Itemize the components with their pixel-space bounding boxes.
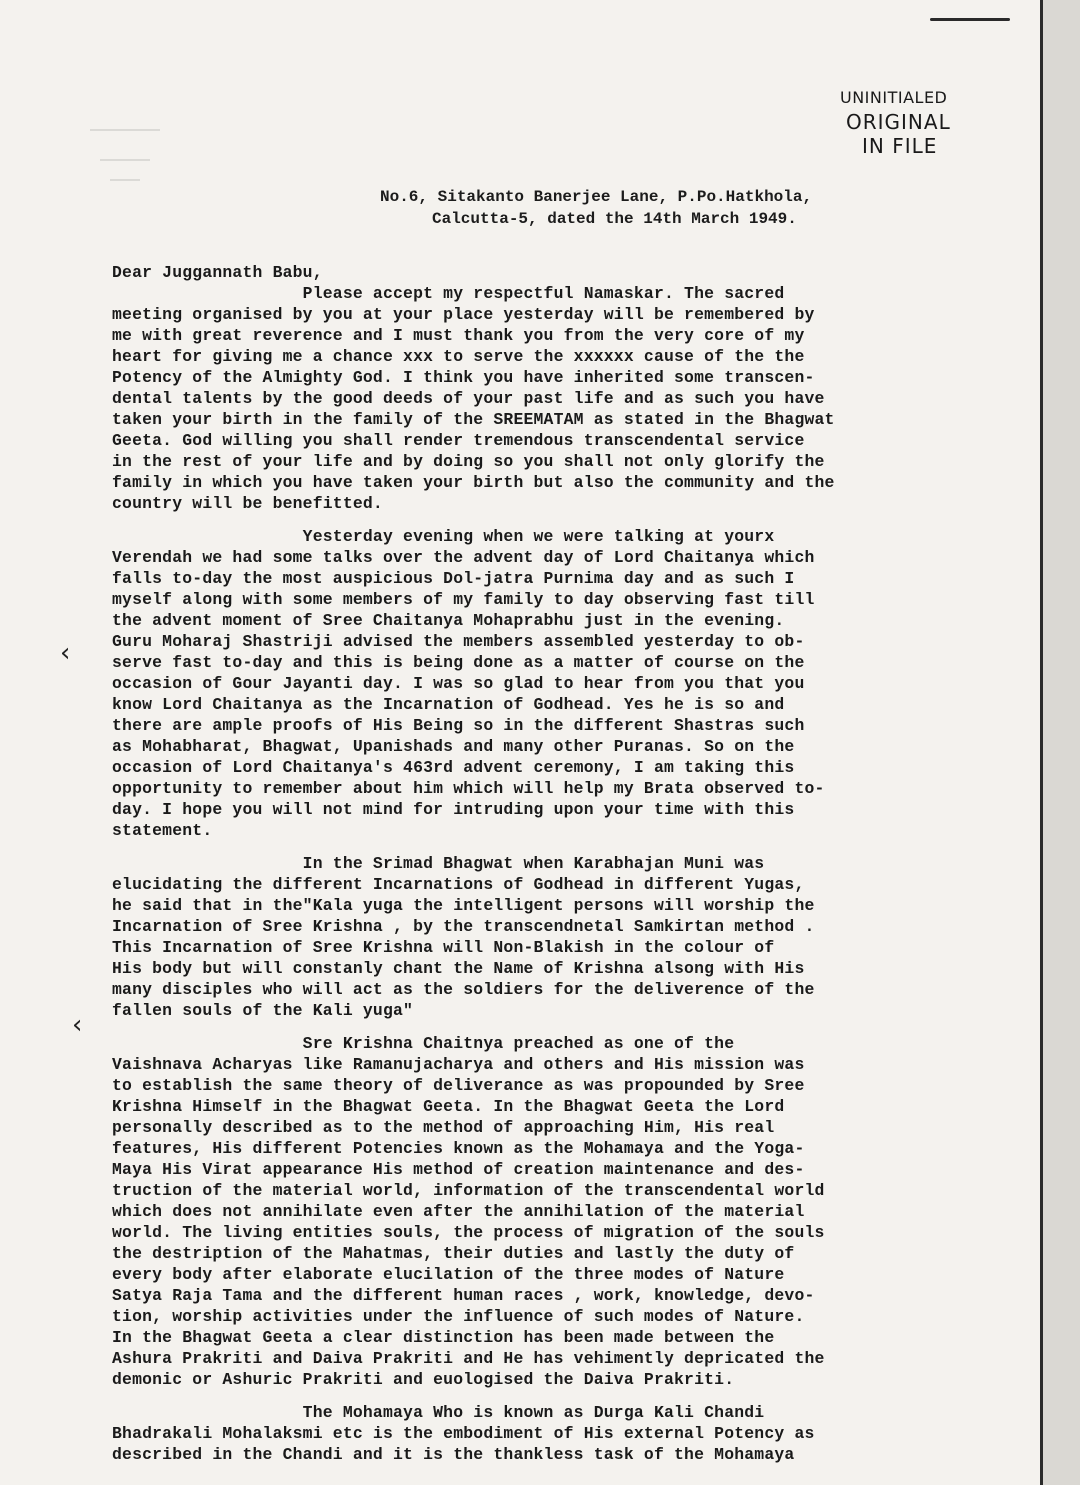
address-line-1: No.6, Sitakanto Banerjee Lane, P.Po.Hatkhola, [380,188,813,206]
letter-line: which does not annihilate even after the annihilation of the material [112,1202,805,1221]
letter-line: he said that in the"Kala yuga the intelligent persons will worship the [112,896,815,915]
letter-line: know Lord Chaitanya as the Incarnation of Godhead. Yes he is so and [112,695,785,714]
letter-body [112,262,1002,1465]
letter-line: features, His different Potencies known as the Mohamaya and the Yoga- [112,1139,805,1158]
salutation: Dear Juggannath Babu, [112,263,323,282]
margin-mark-left: ‹ [60,638,71,668]
scanner-edge [1040,0,1080,1485]
letter-line: elucidating the different Incarnations of Godhead in different Yugas, [112,875,805,894]
letter-line: myself along with some members of my family to day observing fast till [112,590,815,609]
letter-line: personally described as to the method of approaching Him, His real [112,1118,775,1137]
bleed-through-marks [10,120,170,200]
letter-line: tion, worship activities under the influence of such modes of Nature. [112,1307,805,1326]
letter-line: His body but will constanly chant the Name of Krishna alsong with His [112,959,805,978]
margin-mark-left: ‹ [72,1010,83,1040]
address-line-2: Calcutta-5, dated the 14th March 1949. [432,210,797,228]
letter-line: meeting organised by you at your place yesterday will be remembered by [112,305,815,324]
letter-line: many disciples who will act as the soldiers for the deliverence of the [112,980,815,999]
letter-line: Sre Krishna Chaitnya preached as one of the [112,1034,735,1053]
letter-line: Guru Moharaj Shastriji advised the members assembled yesterday to ob- [112,632,805,651]
letter-line: as Mohabharat, Bhagwat, Upanishads and many other Puranas. So on the [112,737,795,756]
letter-line: dental talents by the good deeds of your past life and as such you have [112,389,825,408]
letter-line: Please accept my respectful Namaskar. The sacred [112,284,785,303]
letter-line: fallen souls of the Kali yuga" [112,1001,414,1020]
letter-line: to establish the same theory of deliverance as was propounded by Sree [112,1076,805,1095]
letter-line: This Incarnation of Sree Krishna will Non-Blakish in the colour of [112,938,775,957]
letter-line: family in which you have taken your birth but also the community and the [112,473,835,492]
letter-line: the destription of the Mahatmas, their duties and lastly the duty of [112,1244,795,1263]
letter-line: Krishna Himself in the Bhagwat Geeta. In the Bhagwat Geeta the Lord [112,1097,785,1116]
letter-line: demonic or Ashuric Prakriti and euologised the Daiva Prakriti. [112,1370,735,1389]
letter-line: taken your birth in the family of the SREEMATAM as stated in the Bhagwat [112,410,835,429]
letter-line: day. I hope you will not mind for intruding upon your time with this [112,800,795,819]
letter-line: In the Bhagwat Geeta a clear distinction has been made between the [112,1328,775,1347]
letter-line: statement. [112,821,213,840]
letter-line: truction of the material world, information of the transcendental world [112,1181,825,1200]
stamp-line-3: IN FILE [862,134,938,158]
letter-line: In the Srimad Bhagwat when Karabhajan Muni was [112,854,765,873]
letter-line: Vaishnava Acharyas like Ramanujacharya and others and His mission was [112,1055,805,1074]
letter-line: every body after elaborate elucilation of the three modes of Nature [112,1265,785,1284]
letter-line: occasion of Lord Chaitanya's 463rd advent ceremony, I am taking this [112,758,795,777]
letter-line: opportunity to remember about him which will help my Brata observed to- [112,779,825,798]
letter-line: heart for giving me a chance xxx to serve the xxxxxx cause of the the [112,347,805,366]
letter-line: serve fast to-day and this is being done as a matter of course on the [112,653,805,672]
sender-address [380,186,980,230]
letter-line: me with great reverence and I must thank you from the very core of my [112,326,805,345]
letter-line: Maya His Virat appearance His method of creation maintenance and des- [112,1160,805,1179]
margin-scribble [930,18,1010,21]
letter-line: Verendah we had some talks over the advent day of Lord Chaitanya which [112,548,815,567]
stamp-line-1: UNINITIALED [840,88,948,107]
letter-line: described in the Chandi and it is the thankless task of the Mohamaya [112,1445,795,1464]
letter-line: country will be benefitted. [112,494,383,513]
letter-line: the advent moment of Sree Chaitanya Mohaprabhu just in the evening. [112,611,785,630]
letter-line: Incarnation of Sree Krishna , by the transcendnetal Samkirtan method . [112,917,815,936]
paragraph-gap [112,841,1002,853]
paragraph-gap [112,514,1002,526]
letter-line: there are ample proofs of His Being so in the different Shastras such [112,716,805,735]
letter-line: world. The living entities souls, the process of migration of the souls [112,1223,825,1242]
stamp-line-2: ORIGINAL [846,110,951,134]
letter-line: Yesterday evening when we were talking at yourx [112,527,775,546]
letter-line: Geeta. God willing you shall render tremendous transcendental service [112,431,805,450]
letter-line: Bhadrakali Mohalaksmi etc is the embodiment of His external Potency as [112,1424,815,1443]
letter-line: occasion of Gour Jayanti day. I was so glad to hear from you that you [112,674,805,693]
letter-line: falls to-day the most auspicious Dol-jatra Purnima day and as such I [112,569,795,588]
letter-line: in the rest of your life and by doing so you shall not only glorify the [112,452,825,471]
filing-stamp [840,86,990,158]
letter-line: Ashura Prakriti and Daiva Prakriti and He has vehimently depricated the [112,1349,825,1368]
letter-line: Potency of the Almighty God. I think you have inherited some transcen- [112,368,815,387]
letter-line: The Mohamaya Who is known as Durga Kali Chandi [112,1403,765,1422]
paragraph-gap [112,1021,1002,1033]
paragraph-gap [112,1390,1002,1402]
letter-line: Satya Raja Tama and the different human races , work, knowledge, devo- [112,1286,815,1305]
